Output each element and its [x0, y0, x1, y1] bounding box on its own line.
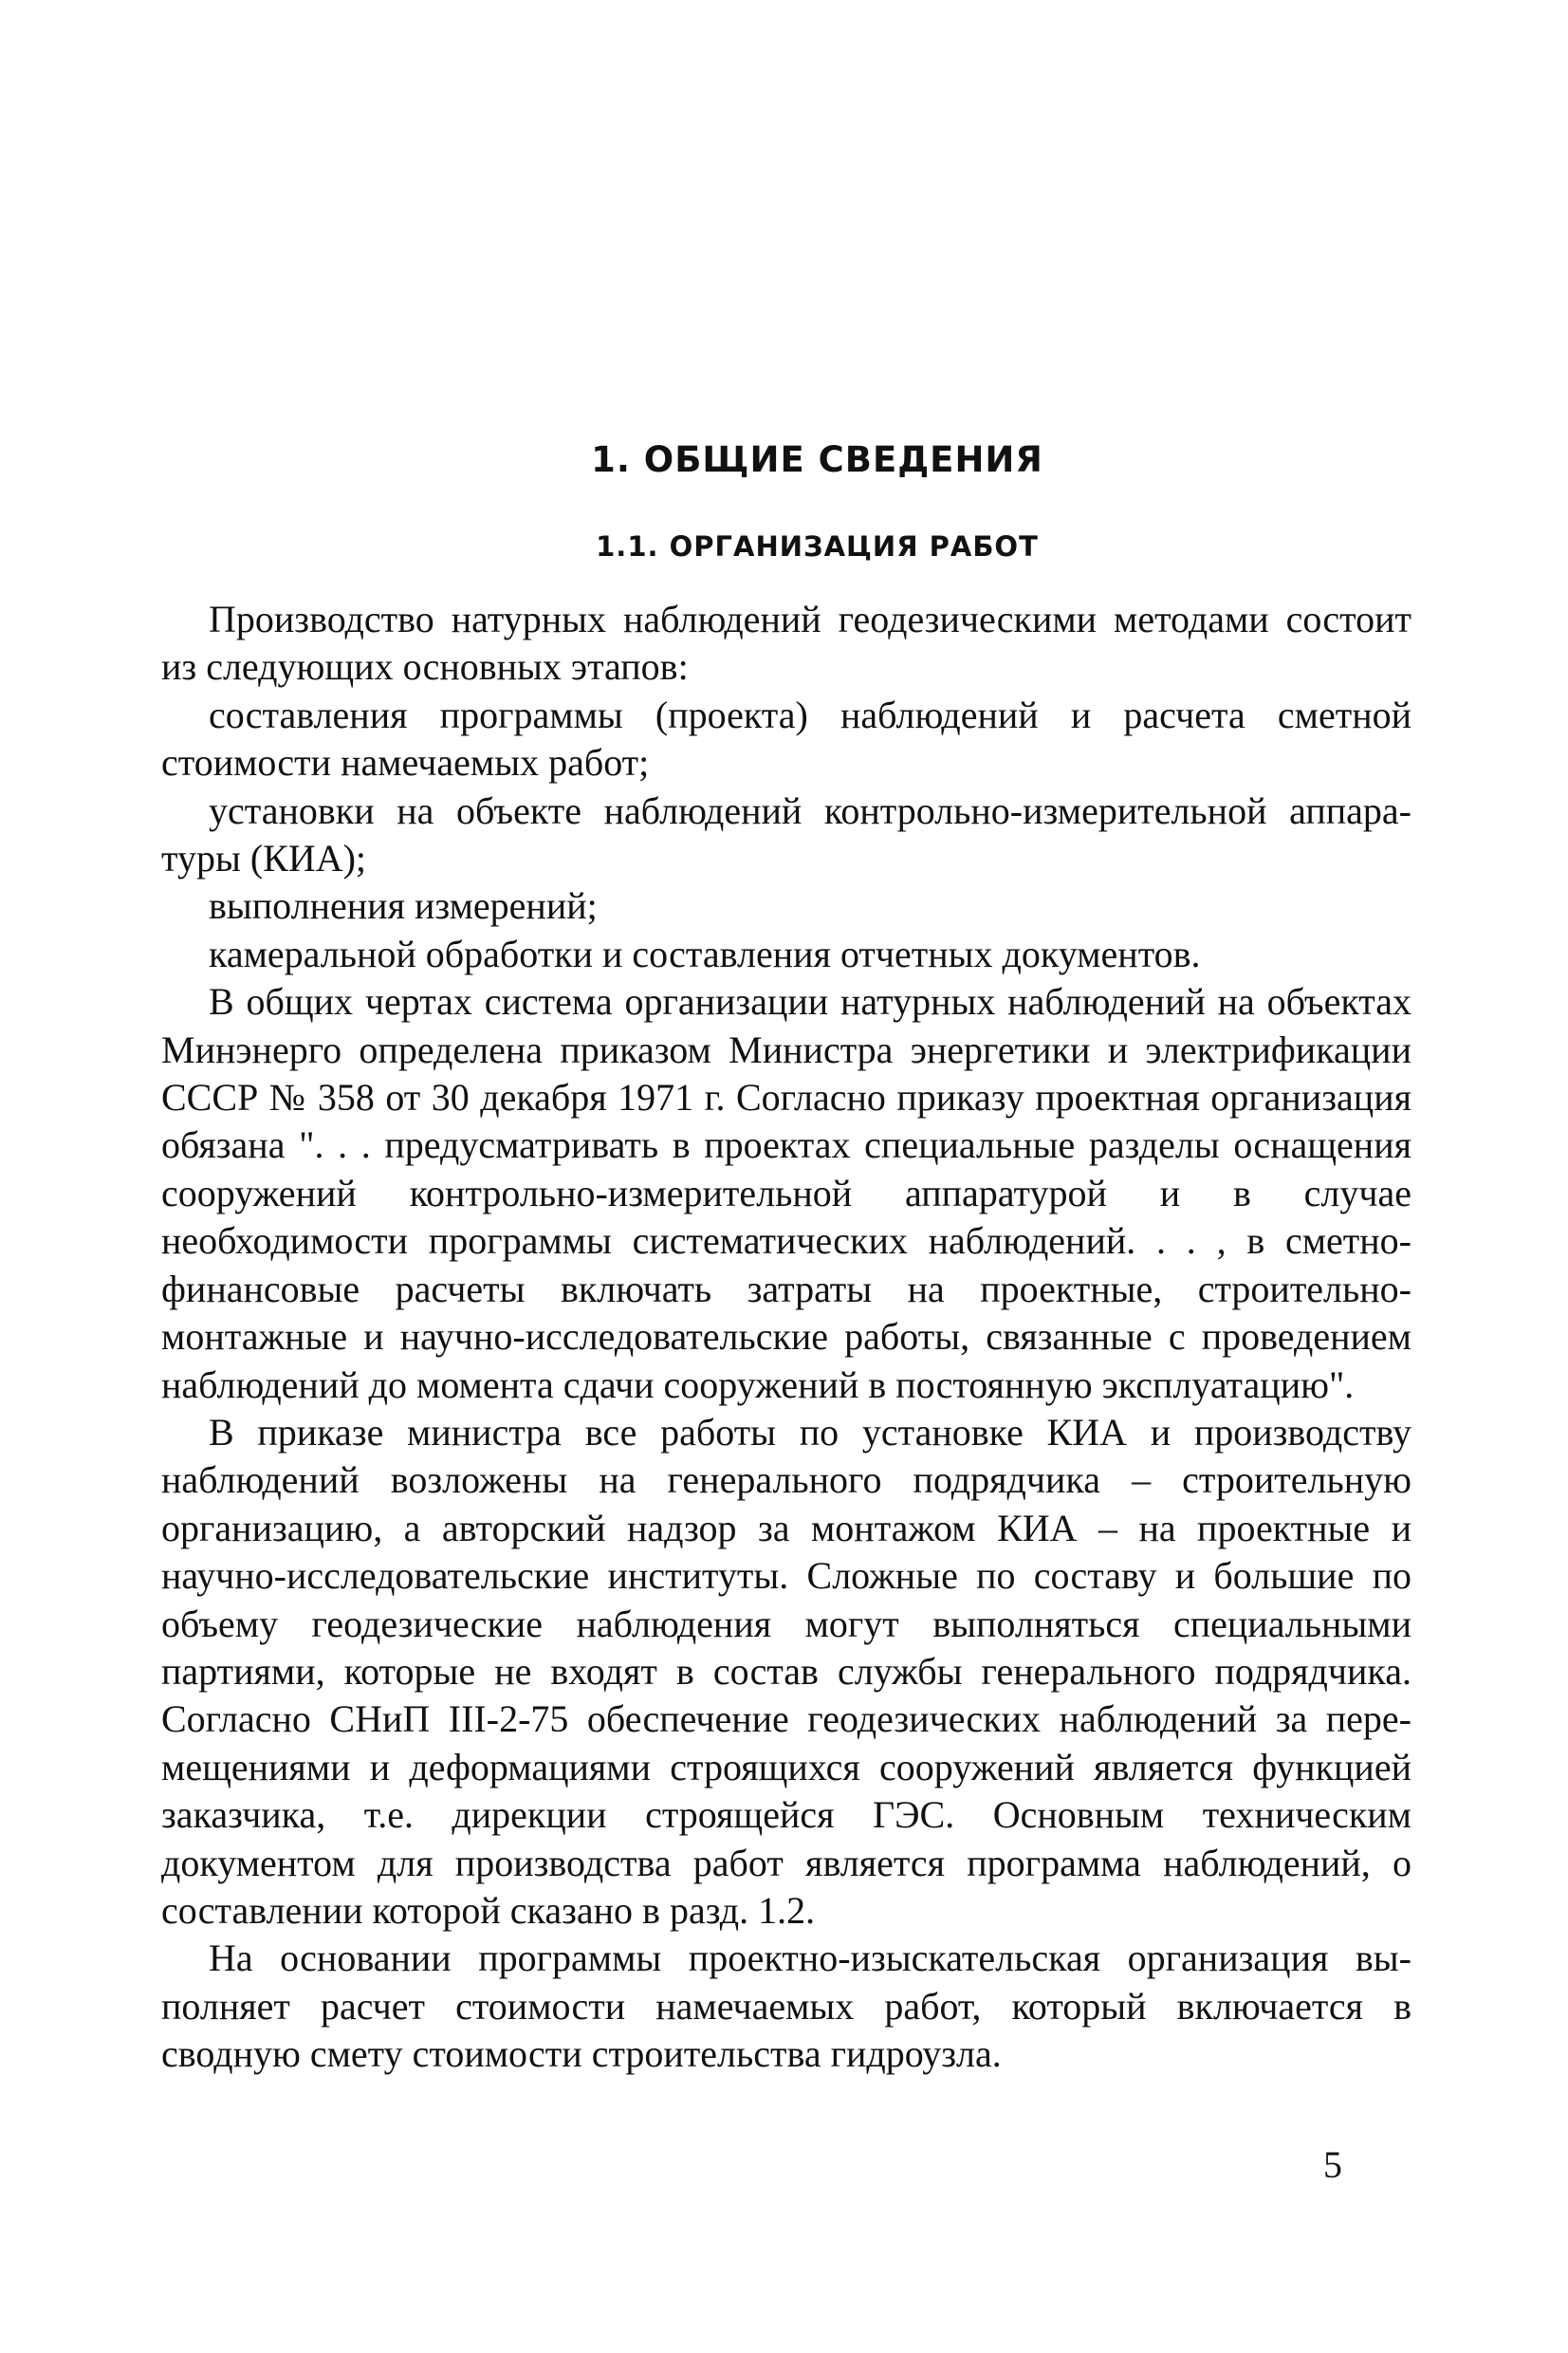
- paragraph-stage-1: составления программы (проекта) наблюдений и расчета сметной стоимости намечаемых работ;: [161, 693, 1411, 785]
- paragraph-stage-3: выполнения измерений;: [209, 884, 598, 928]
- paragraph-order: В приказе министра все работы по установке КИА и производству наблюдений возложены на генерального подрядчика – строительную организацию, а авторский надзор за монтажом КИА – на проектные и научно-исследовательские институты. Сложные по составу и большие по объему геодезические наблюдения могут выполняться специальными партиями, которые не входят в состав службы генерального подрядчика. Согласно СНиП III-2-75 обеспечение геодезических наблюдений за перемещениями и деформациями строящихся сооружений является функцией заказчика, т.е. дирекции строящейся ГЭС. Основным техническим документом для производства работ является программа наблюдений, о составлении которой сказано в разд. 1.2.: [161, 1410, 1411, 1932]
- section-title: 1.1. ОРГАНИЗАЦИЯ РАБОТ: [596, 530, 1039, 563]
- page-number: 5: [1323, 2143, 1342, 2186]
- paragraph-estimate: На основании программы проектно-изыскательская организация выполняет расчет стоимости намечаемых работ, который включается в сводную смету стоимости строительства гидроузла.: [161, 1936, 1411, 2076]
- paragraph-stage-4: камеральной обработки и составления отчетных документов.: [209, 932, 1201, 975]
- body-text: [161, 596, 1411, 2079]
- chapter-title: 1. ОБЩИЕ СВЕДЕНИЯ: [591, 439, 1043, 480]
- paragraph-intro: Производство натурных наблюдений геодезическими методами состоит из следующих основных этапов:: [161, 598, 1411, 689]
- paragraph-stage-2: установки на объекте наблюдений контрольно-измерительной аппаратуры (КИА);: [161, 788, 1411, 880]
- paragraph-organization: В общих чертах система организации натурных наблюдений на объектах Минэнерго определена приказом Министра энергетики и электрификации СССР № 358 от 30 декабря 1971 г. Согласно приказу проектная организация обязана ". . . предусматривать в проектах специальные разделы оснащения сооружений контрольно-измерительной аппаратурой и в случае необходимости программы систематических наблюдений. . . , в сметно-финансовые расчеты включать затраты на проектные, строительно-монтажные и научно-исследовательские работы, связанные с проведением наблюдений до момента сдачи сооружений в постоянную эксплуатацию".: [161, 980, 1411, 1406]
